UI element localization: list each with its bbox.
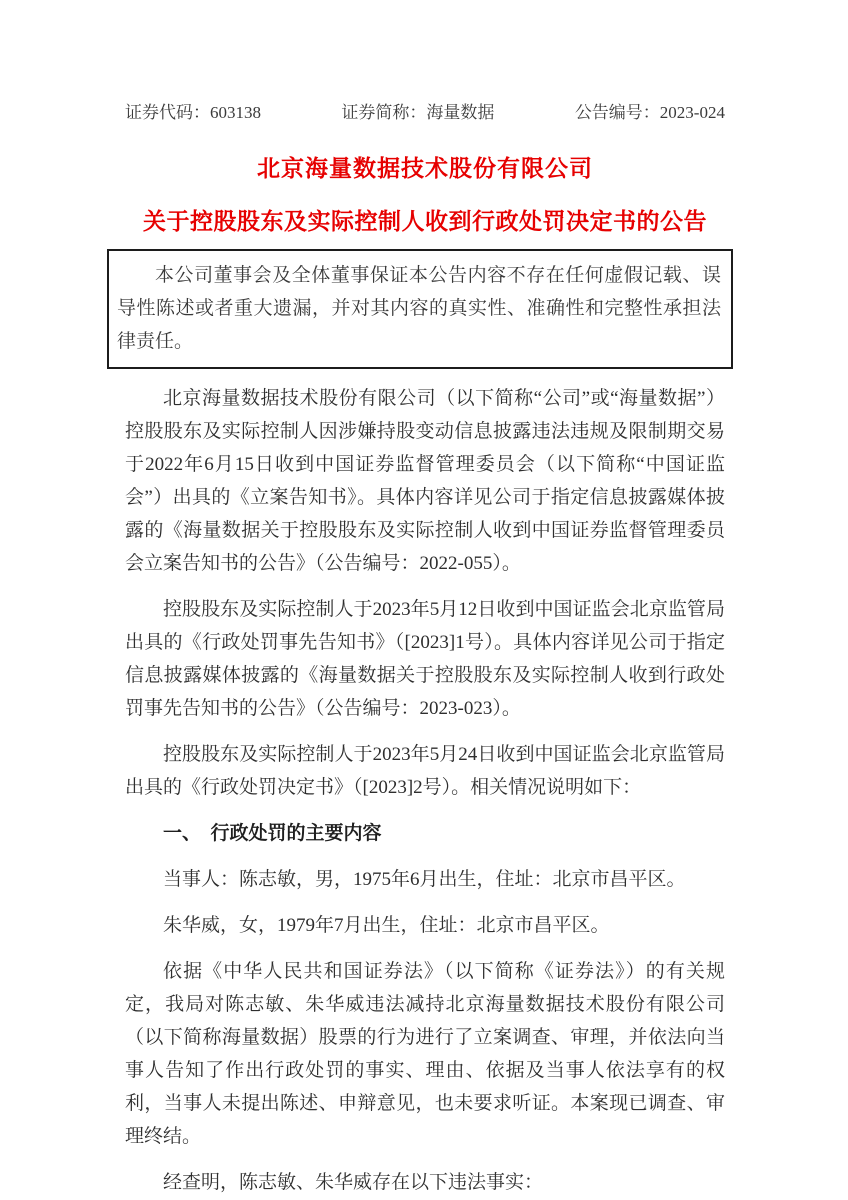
paragraph-penalty-decision: 控股股东及实际控制人于2023年5月24日收到中国证监会北京监管局出具的《行政处罚决定书》（[2023]2号）。相关情况说明如下：	[125, 744, 725, 798]
stock-abbreviation: 证券简称：海量数据	[341, 103, 495, 122]
section-heading-penalty-content: 一、 行政处罚的主要内容	[163, 823, 382, 844]
paragraph-party-chen: 当事人：陈志敏，男，1975年6月出生，住址：北京市昌平区。	[163, 869, 686, 890]
paragraph-prior-notice: 控股股东及实际控制人于2023年5月12日收到中国证监会北京监管局出具的《行政处罚事先告知书》（[2023]1号）。具体内容详见公司于指定信息披露媒体披露的《海量数据关于控股股东及实际控制人收到行政处罚事先告知书的公告》（公告编号：2023-023）。	[125, 599, 725, 719]
announcement-number: 公告编号：2023-024	[574, 103, 725, 122]
announcement-subtitle: 关于控股股东及实际控制人收到行政处罚决定书的公告	[143, 209, 707, 234]
document-header-row	[125, 98, 725, 123]
board-statement-box	[107, 249, 733, 369]
paragraph-facts-intro: 经查明，陈志敏、朱华威存在以下违法事实：	[163, 1172, 544, 1193]
board-statement-text: 本公司董事会及全体董事保证本公告内容不存在任何虚假记载、误导性陈述或者重大遗漏，并对其内容的真实性、准确性和完整性承担法律责任。	[117, 265, 721, 352]
company-title: 北京海量数据技术股份有限公司	[257, 156, 593, 181]
paragraph-party-zhu: 朱华威，女，1979年7月出生，住址：北京市昌平区。	[163, 915, 610, 936]
paragraph-investigation: 依据《中华人民共和国证券法》（以下简称《证券法》）的有关规定，我局对陈志敏、朱华威违法减持北京海量数据技术股份有限公司（以下简称海量数据）股票的行为进行了立案调查、审理，并依法向当事人告知了作出行政处罚的事实、理由、依据及当事人依法享有的权利，当事人未提出陈述、申辩意见，也未要求听证。本案现已调查、审理终结。	[125, 961, 725, 1147]
document-body	[125, 382, 725, 1199]
paragraph-case-filing: 北京海量数据技术股份有限公司（以下简称“公司”或“海量数据”）控股股东及实际控制人因涉嫌持股变动信息披露违法违规及限制期交易于2022年6月15日收到中国证券监督管理委员会（以下简称“中国证监会”）出具的《立案告知书》。具体内容详见公司于指定信息披露媒体披露的《海量数据关于控股股东及实际控制人收到中国证券监督管理委员会立案告知书的公告》（公告编号：2022-055）。	[125, 388, 725, 574]
stock-code: 证券代码：603138	[125, 103, 261, 122]
